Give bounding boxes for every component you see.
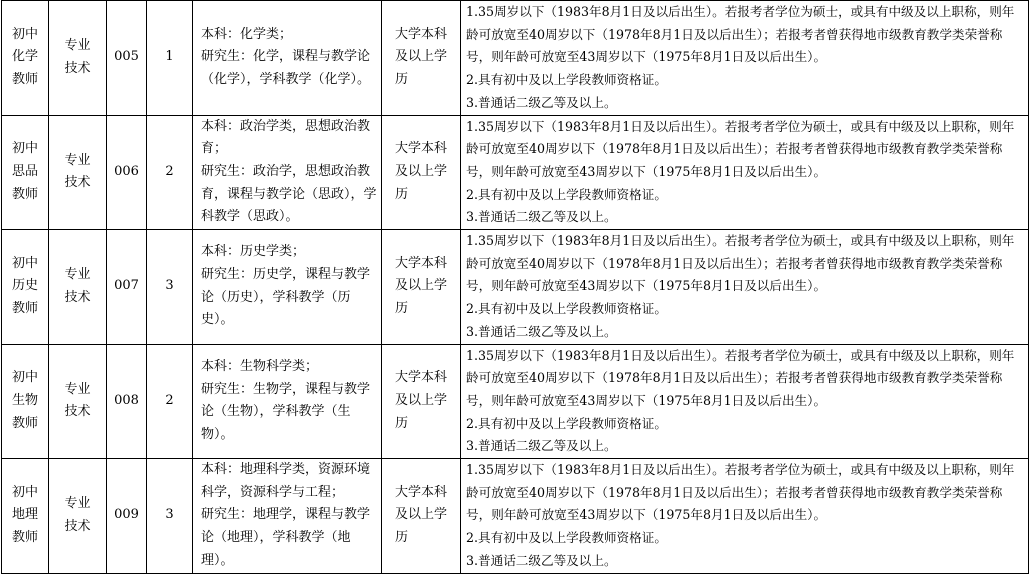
major-requirement: 本科：生物科学类； 研究生：生物学，课程与教学论（生物），学科教学（生物）。 [201,358,371,442]
other-requirements-cell [461,459,1029,574]
table-row [2,459,1029,574]
post-code-cell [107,230,147,345]
requirement-mandarin: 3.普通话二级乙等及以上。 [466,94,617,110]
headcount-cell [147,1,193,116]
major-requirement: 本科：化学类； 研究生：化学，课程与教学论（化学），学科教学（化学）。 [201,26,371,88]
post-name-cell [2,344,49,459]
other-requirements-cell [461,1,1029,116]
table-body [2,1,1029,574]
post-code: 005 [114,49,139,65]
education-requirement: 大学本科 及以上学 历 [394,255,447,317]
education-requirement: 大学本科 及以上学 历 [394,26,447,88]
headcount-cell [147,344,193,459]
post-name-cell [2,1,49,116]
post-type-cell [49,1,107,116]
table-row [2,344,1029,459]
post-type: 专业 技术 [64,381,91,420]
requirement-mandarin: 3.普通话二级乙等及以上。 [466,323,617,339]
requirement-certificate: 2.具有初中及以上学段教师资格证。 [466,186,667,202]
post-code-cell [107,459,147,574]
requirement-age: 1.35周岁以下（1983年8月1日及以后出生）。若报考者学位为硕士，或具有中级及以上职称，则年龄可放宽至40周岁以下（1978年8月1日及以后出生）；若报考者曾获得地市级教育教学类荣誉称号，则年龄可放宽至43周岁以下（1975年8月1日及以后出生）。 [466,118,1015,179]
table-row [2,1,1029,116]
education-requirement: 大学本科 及以上学 历 [394,370,447,431]
requirement-mandarin: 3.普通话二级乙等及以上。 [466,552,617,568]
post-name-cell [2,115,49,230]
post-code-cell [107,344,147,459]
major-requirement: 本科：历史学类； 研究生：历史学，课程与教学论（历史），学科教学（历史）。 [201,244,371,328]
post-code: 009 [114,507,139,523]
table-row [2,115,1029,230]
other-requirements-cell [461,344,1029,459]
education-cell [382,1,461,116]
post-type: 专业 技术 [64,152,91,191]
post-name-cell [2,459,49,574]
major-requirement: 本科：地理科学类，资源环境科学，资源科学与工程； 研究生：地理学，课程与教学论（地理），学科教学（地理）。 [201,462,371,568]
headcount-cell [147,115,193,230]
major-cell [193,344,382,459]
headcount-cell [147,230,193,345]
education-cell [382,344,461,459]
requirement-age: 1.35周岁以下（1983年8月1日及以后出生）。若报考者学位为硕士，或具有中级及以上职称，则年龄可放宽至40周岁以下（1978年8月1日及以后出生）；若报考者曾获得地市级教育教学类荣誉称号，则年龄可放宽至43周岁以下（1975年8月1日及以后出生）。 [466,347,1015,408]
major-cell [193,230,382,345]
requirement-mandarin: 3.普通话二级乙等及以上。 [466,209,617,225]
education-cell [382,459,461,574]
recruitment-table [1,0,1029,574]
post-code: 008 [114,392,139,408]
requirement-mandarin: 3.普通话二级乙等及以上。 [466,438,617,454]
headcount: 1 [165,49,174,65]
major-cell [193,459,382,574]
other-requirements-cell [461,115,1029,230]
other-requirements-cell [461,230,1029,345]
post-name: 初中 生物 教师 [11,370,38,431]
headcount: 3 [165,507,174,523]
post-type: 专业 技术 [64,496,91,534]
post-name: 初中 历史 教师 [11,255,38,317]
education-cell [382,230,461,345]
post-name-cell [2,230,49,345]
major-cell [193,1,382,116]
requirement-certificate: 2.具有初中及以上学段教师资格证。 [466,530,667,546]
major-cell [193,115,382,230]
post-type-cell [49,344,107,459]
post-type-cell [49,459,107,574]
post-code-cell [107,1,147,116]
education-requirement: 大学本科 及以上学 历 [394,141,447,202]
headcount-cell [147,459,193,574]
headcount: 3 [165,278,174,294]
education-cell [382,115,461,230]
post-type: 专业 技术 [64,267,91,305]
requirement-certificate: 2.具有初中及以上学段教师资格证。 [466,72,667,88]
post-name: 初中 化学 教师 [11,26,38,88]
headcount: 2 [165,163,174,179]
requirement-certificate: 2.具有初中及以上学段教师资格证。 [466,415,667,431]
requirement-age: 1.35周岁以下（1983年8月1日及以后出生）。若报考者学位为硕士，或具有中级及以上职称，则年龄可放宽至40周岁以下（1978年8月1日及以后出生）；若报考者曾获得地市级教育教学类荣誉称号，则年龄可放宽至43周岁以下（1975年8月1日及以后出生）。 [466,233,1015,294]
post-code: 006 [114,163,139,179]
education-requirement: 大学本科 及以上学 历 [394,484,447,546]
post-name: 初中 思品 教师 [11,141,38,202]
headcount: 2 [165,392,174,408]
post-type-cell [49,115,107,230]
post-code: 007 [114,278,139,294]
requirement-age: 1.35周岁以下（1983年8月1日及以后出生）。若报考者学位为硕士，或具有中级及以上职称，则年龄可放宽至40周岁以下（1978年8月1日及以后出生）；若报考者曾获得地市级教育教学类荣誉称号，则年龄可放宽至43周岁以下（1975年8月1日及以后出生）。 [466,462,1015,523]
requirement-certificate: 2.具有初中及以上学段教师资格证。 [466,301,667,317]
post-name: 初中 地理 教师 [11,484,38,546]
requirement-age: 1.35周岁以下（1983年8月1日及以后出生）。若报考者学位为硕士，或具有中级及以上职称，则年龄可放宽至40周岁以下（1978年8月1日及以后出生）；若报考者曾获得地市级教育教学类荣誉称号，则年龄可放宽至43周岁以下（1975年8月1日及以后出生）。 [466,4,1015,65]
post-type: 专业 技术 [64,38,91,76]
post-code-cell [107,115,147,230]
post-type-cell [49,230,107,345]
table-row [2,230,1029,345]
major-requirement: 本科：政治学类，思想政治教育； 研究生：政治学，思想政治教育，课程与教学论（思政），学科教学（思政）。 [201,118,377,225]
